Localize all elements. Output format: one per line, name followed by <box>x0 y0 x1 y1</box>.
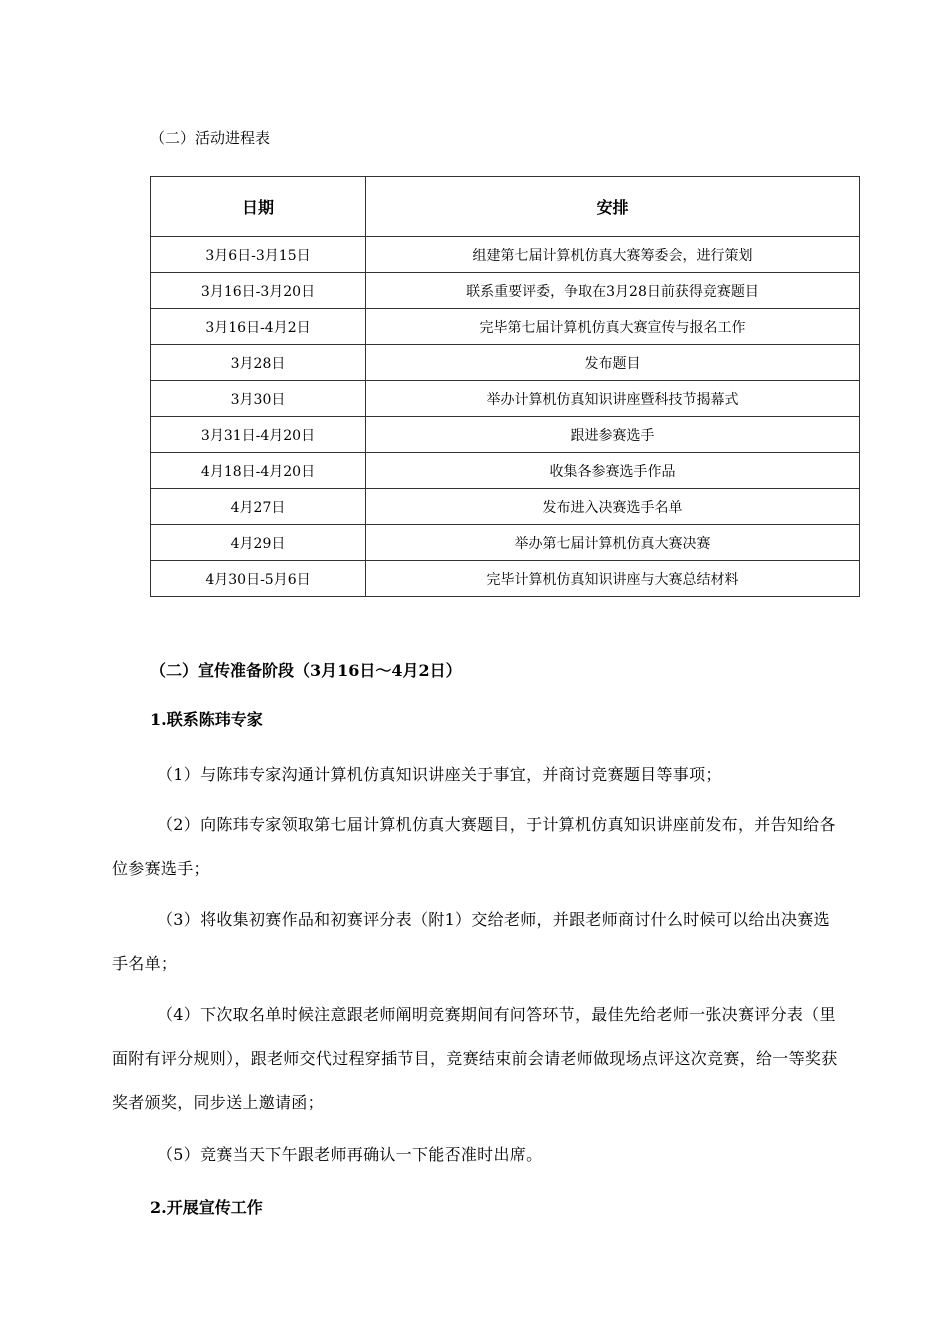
row-arrangement: 举办第七届计算机仿真大赛决赛 <box>366 525 860 561</box>
header-arrangement: 安排 <box>366 177 860 237</box>
item-5: （5）竞赛当天下午跟老师再确认一下能否准时出席。 <box>157 1145 543 1164</box>
row-date: 4月18日-4月20日 <box>151 453 366 489</box>
row-date: 4月27日 <box>151 489 366 525</box>
item-2: （2）向陈玮专家领取第七届计算机仿真大赛题目，于计算机仿真知识讲座前发布，并告知给各位参赛选手； <box>112 815 836 878</box>
row-arrangement: 完毕第七届计算机仿真大赛宣传与报名工作 <box>366 309 860 345</box>
schedule-table <box>150 176 860 597</box>
table-row <box>151 381 860 417</box>
table-row <box>151 345 860 381</box>
row-arrangement: 发布题目 <box>366 345 860 381</box>
row-date: 3月31日-4月20日 <box>151 417 366 453</box>
row-arrangement: 发布进入决赛选手名单 <box>366 489 860 525</box>
row-date: 3月16日-3月20日 <box>151 273 366 309</box>
row-date: 3月28日 <box>151 345 366 381</box>
item-4: （4）下次取名单时候注意跟老师阐明竞赛期间有问答环节，最佳先给老师一张决赛评分表（里面附有评分规则），跟老师交代过程穿插节目，竞赛结束前会请老师做现场点评这次竞赛，给一等奖获奖者颁奖，同步送上邀请函； <box>112 1005 838 1112</box>
row-arrangement: 完毕计算机仿真知识讲座与大赛总结材料 <box>366 561 860 597</box>
table-header-row <box>151 177 860 237</box>
row-arrangement: 组建第七届计算机仿真大赛筹委会，进行策划 <box>366 237 860 273</box>
sub2-heading: 2.开展宣传工作 <box>150 1198 263 1217</box>
row-arrangement: 联系重要评委，争取在3月28日前获得竞赛题目 <box>366 273 860 309</box>
table-row <box>151 525 860 561</box>
table-row <box>151 309 860 345</box>
row-date: 4月30日-5月6日 <box>151 561 366 597</box>
header-date: 日期 <box>151 177 366 237</box>
section-label: （二）活动进程表 <box>150 129 271 147</box>
item-3: （3）将收集初赛作品和初赛评分表（附1）交给老师，并跟老师商讨什么时候可以给出决赛选手名单； <box>112 910 830 973</box>
row-arrangement: 跟进参赛选手 <box>366 417 860 453</box>
table-row <box>151 453 860 489</box>
row-date: 4月29日 <box>151 525 366 561</box>
table-row <box>151 561 860 597</box>
table-row <box>151 237 860 273</box>
row-arrangement: 举办计算机仿真知识讲座暨科技节揭幕式 <box>366 381 860 417</box>
table-row <box>151 273 860 309</box>
row-date: 3月30日 <box>151 381 366 417</box>
row-date: 3月6日-3月15日 <box>151 237 366 273</box>
table-row <box>151 417 860 453</box>
row-date: 3月16日-4月2日 <box>151 309 366 345</box>
table-row <box>151 489 860 525</box>
row-arrangement: 收集各参赛选手作品 <box>366 453 860 489</box>
sub1-heading: 1.联系陈玮专家 <box>150 710 263 729</box>
stage-heading: （二）宣传准备阶段（3月16日～4月2日） <box>150 661 462 680</box>
item-1: （1）与陈玮专家沟通计算机仿真知识讲座关于事宜，并商讨竞赛题目等事项； <box>157 765 722 784</box>
